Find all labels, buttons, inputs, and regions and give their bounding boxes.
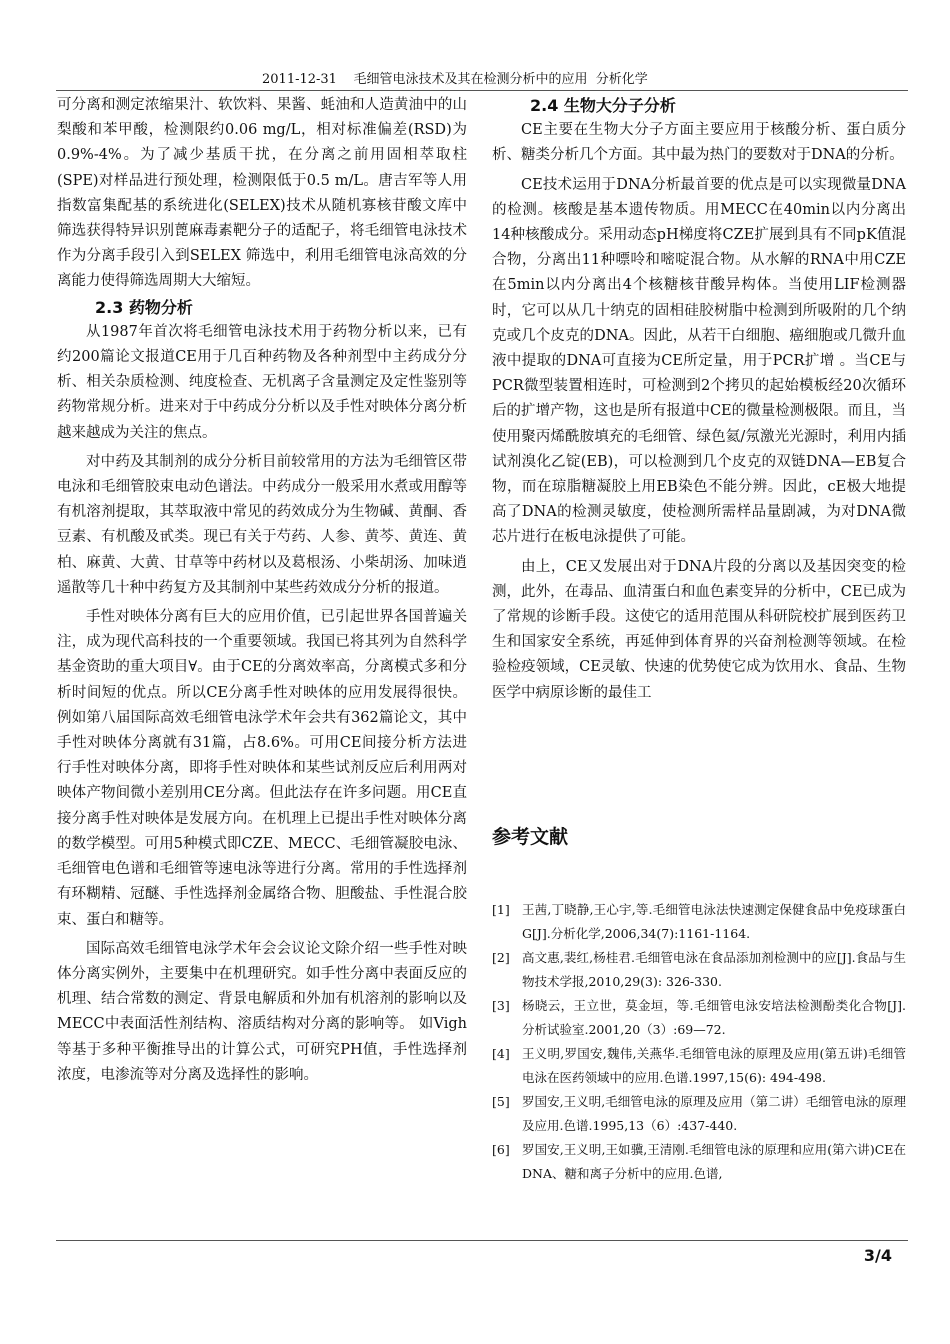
paragraph-dna-analysis: CE技术运用于DNA分析最首要的优点是可以实现微量DNA的检测。核酸是基本遗传物质。用MECC在40min以内分离出14种核酸成分。采用动态pH梯度将CZE扩展到具有不同pK值混合物，分离出11种嘌呤和嘧啶混合物。从水解的RNA中用CZE在5min以内分离出4个核糖核苷酸异构体。当使用LIF检测器时，它可以从几十纳克的固相硅胶树脂中检测到所吸附的几个纳克或几个皮克的DNA。因此，从若干白细胞、癌细胞或几微升血液中提取的DNA可直接为CE所定量，用于PCR扩增 。当CE与PCR微型装置相连时，可检测到2个拷贝的起始模板经20次循环后的扩增产物，这也是所有报道中CE的微量检测极限。而且，当使用聚丙烯酰胺填充的毛细管、绿色氦/氖激光光源时，利用内插试剂溴化乙锭(EB)，可以检测到几个皮克的双链DNA—EB复合物，而在琼脂糖凝胶上用EB染色不能分辨。因此，cE极大地提高了DNA的检测灵敏度，使检测所需样品量剧减，为对DNA微芯片进行在板电泳提供了可能。 [492,176,906,546]
reference-item [492,1090,906,1138]
reference-text: 高文惠,裴红,杨桂君.毛细管电泳在食品添加剂检测中的应[J].食品与生物技术学报,2010,29(3): 326-330. [522,950,906,989]
footer-rule [56,1240,908,1241]
reference-number: [5] [492,1094,510,1109]
reference-text: 杨晓云，王立世，莫金垣，等.毛细管电泳安培法检测酚类化合物[J].分析试验室.2001,20（3）:69—72. [522,998,906,1037]
references-heading: 参考文献 [492,826,569,848]
paragraph-continued: 可分离和测定浓缩果汁、软饮料、果酱、蚝油和人造黄油中的山梨酸和苯甲酸，检测限约0.06 mg/L，相对标准偏差(RSD)为0.9%-4%。为了减少基质干扰，在分离之前用固相萃取柱(SPE)对样品进行预处理，检测限低于0.5 m/L。唐吉军等人用指数富集配基的系统进化(SELEX)技术从随机寡核苷酸文库中筛选获得特异识别蓖麻毒素靶分子的适配子，将毛细管电泳技术作为分离手段引入到SELEX 筛选中，利用毛细管电泳高效的分离能力使得筛选周期大大缩短。 [57,97,467,290]
reference-text: 罗国安,王义明,毛细管电泳的原理及应用（第二讲）毛细管电泳的原理及应用.色谱.1995,13（6）:437-440. [522,1094,906,1133]
reference-item [492,898,906,946]
page-number: 3/4 [863,1246,892,1265]
paragraph-tcm-analysis: 对中药及其制剂的成分分析目前较常用的方法为毛细管区带电泳和毛细管胶束电动色谱法。中药成分一般采用水煮或用醇等有机溶剂提取，其萃取液中常见的药效成分为生物碱、黄酮、香豆素、有机酸及甙类。现已有关于芍药、人参、黄芩、黄连、黄柏、麻黄、大黄、甘草等中药材以及葛根汤、小柴胡汤、加味逍遥散等几十种中药复方及其制剂中某些药效成分分析的报道。 [57,453,467,596]
section-heading-2-4: 2.4 生物大分子分析 [530,96,676,115]
paragraph-drug-analysis-intro: 从1987年首次将毛细管电泳技术用于药物分析以来，已有约200篇论文报道CE用于几百种药物及各种剂型中主药成分分析、相关杂质检测、纯度检查、无机离子含量测定及定性鉴别等药物常规分析。进来对于中药成分分析以及手性对映体分离分析越来越成为关注的焦点。 [57,323,467,441]
paragraph-conference-papers: 国际高效毛细管电泳学术年会会议论文除介绍一些手性对映体分离实例外，主要集中在机理研究。如手性分离中表面反应的机理、结合常数的测定、背景电解质和外加有机溶剂的影响以及MECC中表面活性剂结构、溶质结构对分离的影响等。 如Vigh等基于多种平衡推导出的计算公式，可研究PH值，手性选择剂浓度，电渗流等对分离及选择性的影响。 [57,940,467,1083]
reference-number: [3] [492,998,510,1013]
reference-number: [1] [492,902,510,917]
reference-text: 王义明,罗国安,魏伟,关燕华.毛细管电泳的原理及应用(第五讲)毛细管电泳在医药领域中的应用.色谱.1997,15(6): 494-498. [522,1046,906,1085]
reference-item [492,1042,906,1090]
reference-text: 王茜,丁晓静,王心宇,等.毛细管电泳法快速测定保健食品中免疫球蛋白G[J].分析化学,2006,34(7):1161-1164. [522,902,906,941]
paragraph-dna-applications: 由上，CE又发展出对于DNA片段的分离以及基因突变的检测，此外，在毒品、血清蛋白和血色素变异的分析中，CE已成为了常规的诊断手段。这使它的适用范围从科研院校扩展到医药卫生和国家安全系统，再延伸到体育界的兴奋剂检测等领域。在检验检疫领域，CE灵敏、快速的优势使它成为饮用水、食品、生物医学中病原诊断的最佳工 [492,558,906,701]
reference-item [492,994,906,1042]
reference-item [492,1138,906,1186]
right-column [492,93,906,706]
header-rule [56,90,908,91]
running-header: 2011-12-31 毛细管电泳技术及其在检测分析中的应用 分析化学 [262,72,648,87]
reference-number: [4] [492,1046,510,1061]
section-heading-2-3: 2.3 药物分析 [95,297,193,317]
paragraph-chiral-separation: 手性对映体分离有巨大的应用价值，已引起世界各国普遍关注，成为现代高科技的一个重要领域。我国已将其列为自然科学基金资助的重大项目∀。由于CE的分离效率高，分离模式多和分析时间短的优点。所以CE分离手性对映体的应用发展得很快。例如第八届国际高效毛细管电泳学术年会共有362篇论文，其中手性对映体分离就有31篇，占8.6%。可用CE间接分析方法进行手性对映体分离，即将手性对映体和某些试剂反应后利用两对映体产物间微小差别用CE分离。但此法存在许多问题。用CE直接分离手性对映体是发展方向。在机理上已提出手性对映体分离的数学模型。可用5种模式即CZE、MECC、毛细管凝胶电泳、毛细管电色谱和毛细管等速电泳等进行分离。常用的手性选择剂有环糊精、冠醚、手性选择剂金属络合物、胆酸盐、手性混合胶束、蛋白和糖等。 [57,609,467,928]
reference-list [492,898,906,1186]
reference-number: [2] [492,950,510,965]
reference-text: 罗国安,王义明,王如骥,王清刚.毛细管电泳的原理和应用(第六讲)CE在DNA、糖和离子分析中的应用.色谱, [522,1142,906,1181]
reference-number: [6] [492,1142,510,1157]
paragraph-biomacromolecule-intro: CE主要在生物大分子方面主要应用于核酸分析、蛋白质分析、糖类分析几个方面。其中最为热门的要数对于DNA的分析。 [492,122,906,164]
reference-item [492,946,906,994]
left-column [57,93,467,1088]
